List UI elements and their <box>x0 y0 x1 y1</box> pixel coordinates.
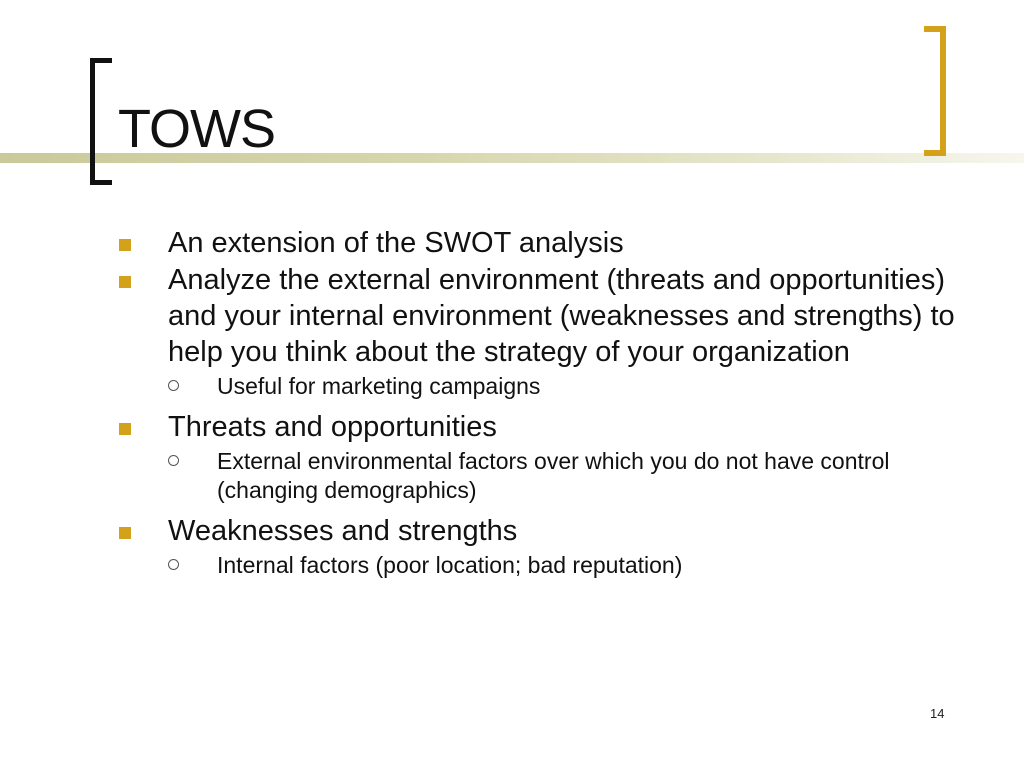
square-bullet-icon <box>119 239 131 251</box>
sub-list-item-text: External environmental factors over which you do not have control (changing demographics) <box>217 448 890 503</box>
bullet-list <box>118 225 978 588</box>
sub-list-item-text: Useful for marketing campaigns <box>217 373 541 399</box>
sub-list-item <box>118 447 977 505</box>
circle-bullet-icon <box>168 559 179 570</box>
square-bullet-icon <box>119 276 131 288</box>
list-item-text: Threats and opportunities <box>168 411 497 443</box>
list-item <box>118 225 978 261</box>
left-bracket-decoration <box>90 58 112 185</box>
circle-bullet-icon <box>168 380 179 391</box>
page-number: 14 <box>930 706 945 721</box>
list-item <box>118 409 978 445</box>
list-item-text: An extension of the SWOT analysis <box>168 227 624 259</box>
sub-list-item <box>118 551 977 580</box>
slide-title: TOWS <box>118 99 275 159</box>
sub-list-item-text: Internal factors (poor location; bad reputation) <box>217 552 683 578</box>
list-item <box>118 262 978 370</box>
circle-bullet-icon <box>168 455 179 466</box>
list-item-text: Analyze the external environment (threats and opportunities) and your internal environment (weaknesses and strengths) to help you think about the strategy of your organization <box>168 264 955 368</box>
sub-list-item <box>118 372 977 401</box>
square-bullet-icon <box>119 423 131 435</box>
right-bracket-decoration <box>924 26 946 156</box>
list-item <box>118 513 978 549</box>
list-item-text: Weaknesses and strengths <box>168 515 518 547</box>
square-bullet-icon <box>119 527 131 539</box>
